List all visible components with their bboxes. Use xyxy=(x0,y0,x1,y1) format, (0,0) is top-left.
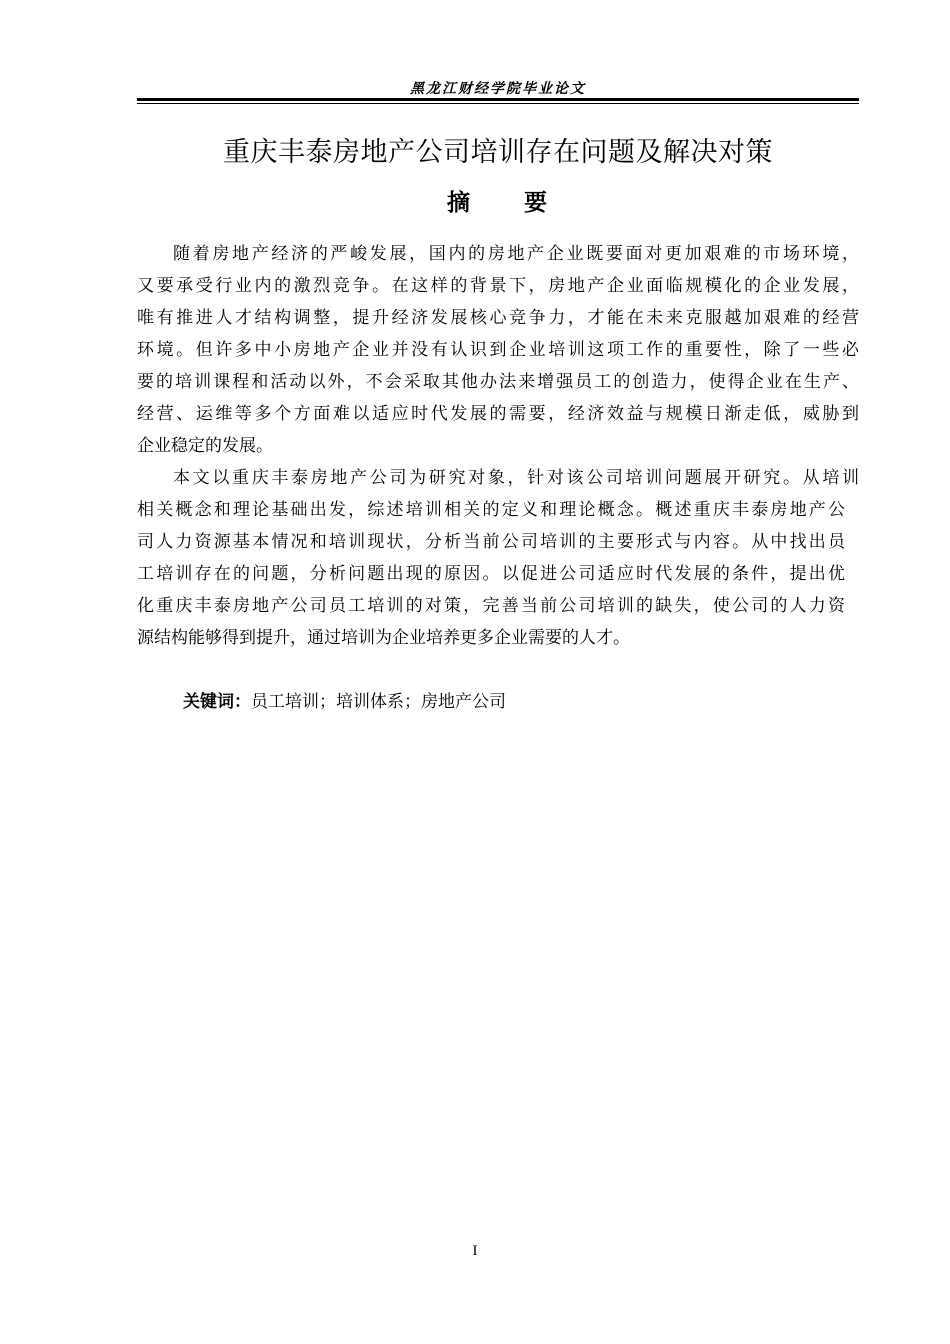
keywords-value: 员工培训；培训体系；房地产公司 xyxy=(251,692,506,712)
paragraph-line: 本文以重庆丰泰房地产公司为研究对象，针对该公司培训问题展开研究。从培训 xyxy=(173,468,859,488)
paragraph-line: 相关概念和理论基础出发，综述培训相关的定义和理论概念。概述重庆丰泰房地产公 xyxy=(137,500,845,520)
abstract-heading xyxy=(137,184,859,217)
paragraph-line: 随着房地产经济的严峻发展，国内的房地产企业既要面对更加艰难的市场环境， xyxy=(173,244,859,264)
paragraph-line: 源结构能够得到提升，通过培训为企业培养更多企业需要的人才。 xyxy=(137,628,630,648)
header-rule-thin xyxy=(137,103,859,104)
running-header: 黑龙江财经学院毕业论文 xyxy=(410,81,586,97)
paragraph-line: 企业稳定的发展。 xyxy=(137,436,273,456)
paragraph-line: 司人力资源基本情况和培训现状，分析当前公司培训的主要形式与内容。从中找出员 xyxy=(137,532,845,552)
abstract-paragraph-1 xyxy=(137,238,859,462)
paragraph-line: 要的培训课程和活动以外，不会采取其他办法来增强员工的创造力，使得企业在生产、 xyxy=(137,372,859,392)
abstract-body xyxy=(137,238,859,654)
header-rule-thick xyxy=(137,98,859,101)
paragraph-line: 唯有推进人才结构调整，提升经济发展核心竞争力，才能在未来克服越加艰难的经营 xyxy=(137,308,859,328)
abstract-heading-char-2: 要 xyxy=(524,190,549,216)
page-number: I xyxy=(472,1243,478,1259)
paragraph-line: 化重庆丰泰房地产公司员工培训的对策，完善当前公司培训的缺失，使公司的人力资 xyxy=(137,596,845,616)
keywords-line xyxy=(183,687,506,712)
paragraph-line: 环境。但许多中小房地产企业并没有认识到企业培训这项工作的重要性，除了一些必 xyxy=(137,340,859,360)
abstract-heading-char-1: 摘 xyxy=(447,190,472,216)
thesis-title: 重庆丰泰房地产公司培训存在问题及解决对策 xyxy=(223,137,773,168)
abstract-paragraph-2 xyxy=(137,462,859,654)
keywords-label: 关键词： xyxy=(183,692,251,712)
paragraph-line: 又要承受行业内的激烈竞争。在这样的背景下，房地产企业面临规模化的企业发展， xyxy=(137,276,859,296)
paragraph-line: 经营、运维等多个方面难以适应时代发展的需要，经济效益与规模日渐走低，威胁到 xyxy=(137,404,859,424)
paragraph-line: 工培训存在的问题，分析问题出现的原因。以促进公司适应时代发展的条件，提出优 xyxy=(137,564,845,584)
